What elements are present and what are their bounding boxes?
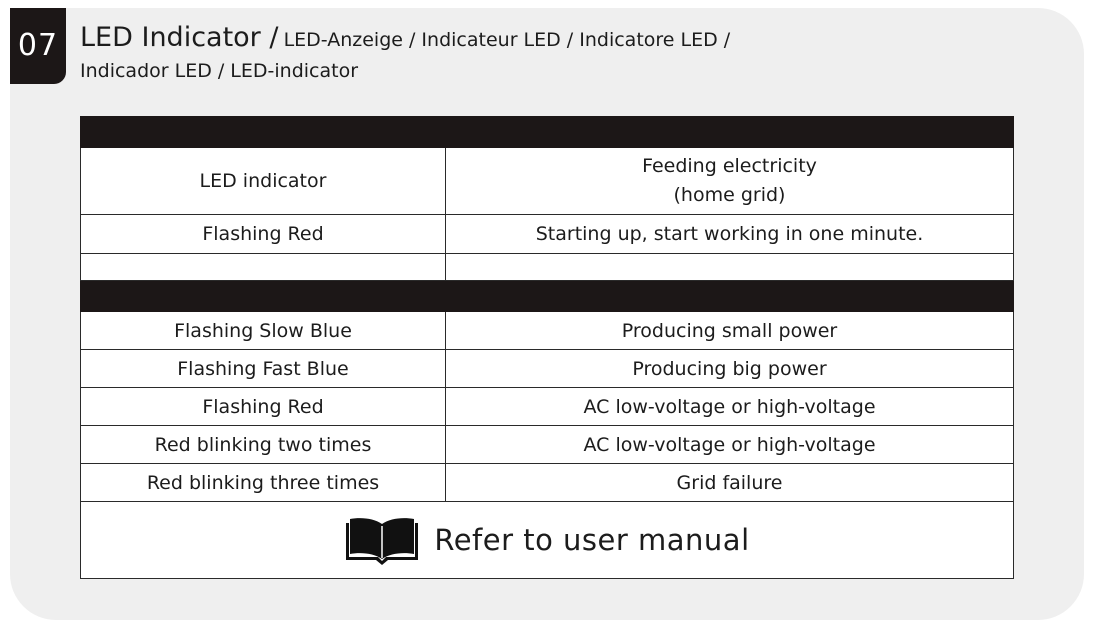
meaning-cell: Grid failure [446, 464, 1014, 502]
table-row [81, 215, 1014, 254]
led-cell: Flashing Red [81, 215, 446, 254]
table-row [81, 388, 1014, 426]
header-led-indicator: LED indicator [81, 148, 446, 215]
table-row [81, 350, 1014, 388]
led-indicator-table [80, 116, 1014, 579]
footer-row [81, 502, 1014, 579]
section-subtitle-line1: LED-Anzeige / Indicateur LED / Indicatore LED / [283, 29, 731, 51]
empty-row [81, 254, 1014, 281]
header-bar [81, 117, 1014, 148]
book-icon [344, 514, 420, 566]
footer-cell [81, 502, 1014, 579]
table-row [81, 426, 1014, 464]
meaning-cell: AC low-voltage or high-voltage [446, 426, 1014, 464]
section-title: LED Indicator / [80, 22, 279, 53]
empty-cell [81, 254, 446, 281]
refer-manual-text: Refer to user manual [434, 523, 750, 557]
section-heading [80, 22, 860, 85]
manual-reference [81, 514, 1013, 566]
header-col2-line1: Feeding electricity [642, 155, 817, 177]
header-bar-cell [81, 117, 1014, 148]
section-subtitle-line2: Indicador LED / LED-indicator [80, 60, 359, 82]
meaning-cell: AC low-voltage or high-voltage [446, 388, 1014, 426]
led-cell: Red blinking three times [81, 464, 446, 502]
empty-cell [446, 254, 1014, 281]
led-cell: Red blinking two times [81, 426, 446, 464]
led-cell: Flashing Red [81, 388, 446, 426]
led-cell: Flashing Slow Blue [81, 312, 446, 350]
meaning-cell: Producing big power [446, 350, 1014, 388]
separator-bar [81, 281, 1014, 312]
table-row [81, 464, 1014, 502]
section-number-badge: 07 [10, 8, 66, 84]
meaning-cell: Producing small power [446, 312, 1014, 350]
separator-bar-cell [81, 281, 1014, 312]
led-cell: Flashing Fast Blue [81, 350, 446, 388]
table-header-row [81, 148, 1014, 215]
header-feeding-electricity [446, 148, 1014, 215]
table-row [81, 312, 1014, 350]
meaning-cell: Starting up, start working in one minute. [446, 215, 1014, 254]
header-col2-line2: (home grid) [673, 184, 786, 206]
